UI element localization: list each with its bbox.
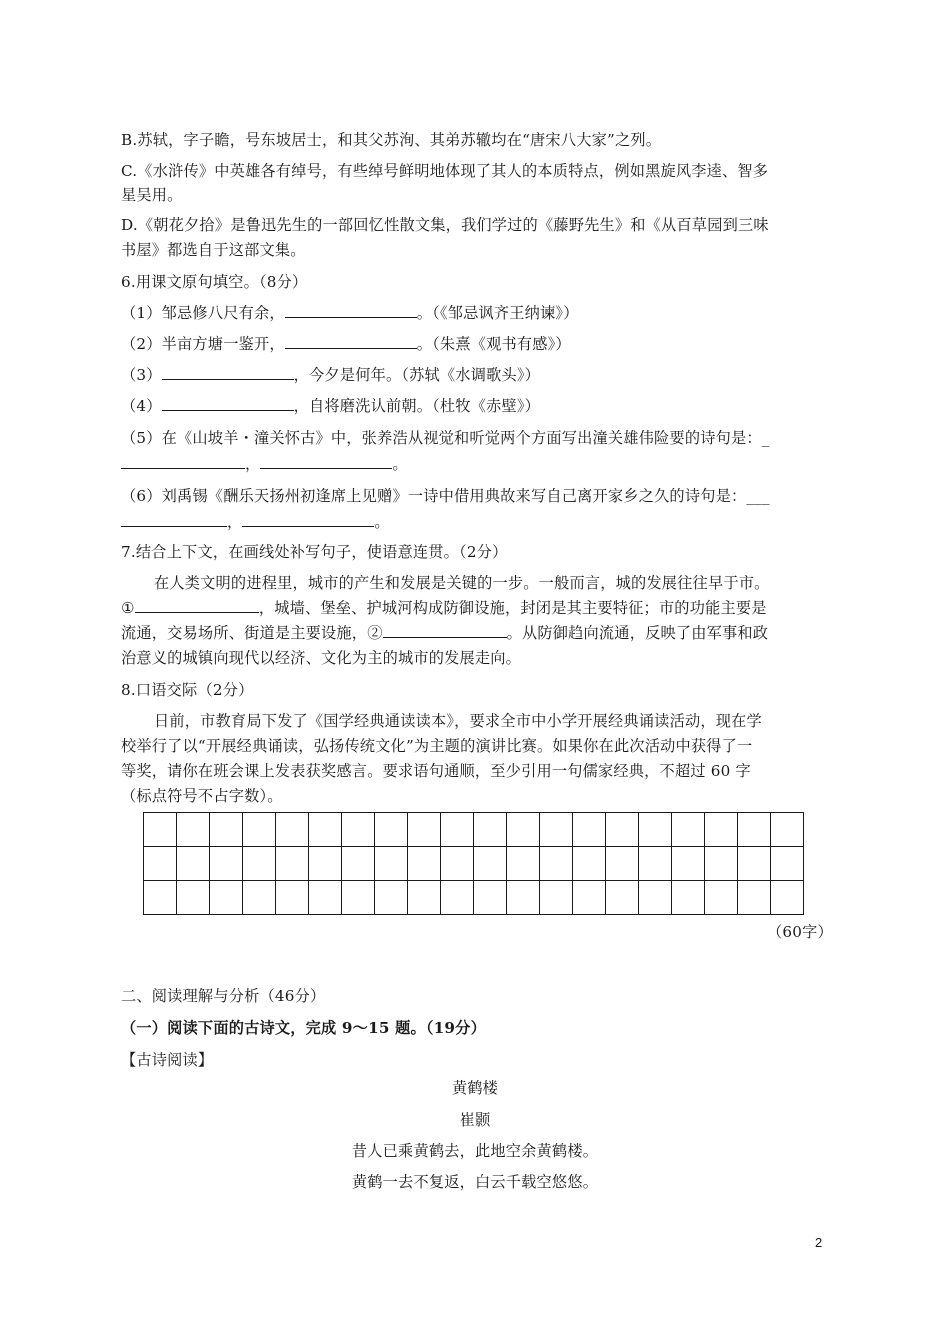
q6-item-4-text: ，自将磨洗认前朝。（杜牧《赤壁》） (293, 397, 541, 415)
grid-cell[interactable] (210, 881, 243, 915)
q6-item-5-line1: （5）在《山坡羊・潼关怀古》中，张养浩从视觉和听觉两个方面写出潼关雄伟险要的诗句是：_ (121, 429, 770, 447)
q6-item-5-separator: ， (245, 455, 261, 473)
q6-item-6-separator: ， (227, 513, 243, 531)
q7-line3-text: 流通，交易场所、街道是主要设施，② (121, 624, 383, 642)
q6-item-2 (121, 334, 571, 354)
writing-grid[interactable] (143, 812, 804, 915)
fill-blank[interactable] (285, 334, 417, 349)
poem-line-2: 黄鹤一去不复返，白云千载空悠悠。 (351, 1173, 599, 1191)
grid-cell[interactable] (375, 847, 408, 881)
grid-cell[interactable] (639, 813, 672, 847)
grid-cell[interactable] (309, 813, 342, 847)
grid-cell[interactable] (771, 847, 804, 881)
q5-option-c-line2: 星吴用。 (121, 186, 183, 204)
grid-cell[interactable] (474, 847, 507, 881)
q7-paragraph-line2 (121, 598, 767, 618)
q6-item-4-number: （4） (121, 397, 162, 415)
q5-option-b: B.苏轼，字子瞻，号东坡居士，和其父苏洵、其弟苏辙均在“唐宋八大家”之列。 (121, 131, 662, 149)
grid-cell[interactable] (573, 813, 606, 847)
grid-cell[interactable] (177, 813, 210, 847)
grid-word-count-note: （60字） (767, 923, 833, 941)
q8-paragraph-line3: 等奖，请你在班会课上发表获奖感言。要求语句通顺，至少引用一句儒家经典，不超过 60 字 (121, 762, 751, 780)
grid-cell[interactable] (507, 813, 540, 847)
q7-paragraph-line1: 在人类文明的进程里，城市的产生和发展是关键的一步。一般而言，城的发展往往早于市。 (154, 574, 770, 592)
poem-title: 黄鹤楼 (451, 1079, 499, 1097)
q7-paragraph-line4: 治意义的城镇向现代以经济、文化为主的城市的发展走向。 (121, 649, 522, 667)
grid-cell[interactable] (540, 881, 573, 915)
grid-cell[interactable] (705, 881, 738, 915)
grid-cell[interactable] (771, 813, 804, 847)
grid-cell[interactable] (474, 813, 507, 847)
grid-row (144, 847, 804, 881)
q5-option-d-line1: D.《朝花夕拾》是鲁迅先生的一部回忆性散文集，我们学过的《藤野先生》和《从百草园到三味 (121, 216, 769, 234)
grid-cell[interactable] (705, 847, 738, 881)
grid-cell[interactable] (210, 813, 243, 847)
q6-item-6-line2 (121, 512, 390, 532)
grid-cell[interactable] (342, 847, 375, 881)
poem-line-1: 昔人已乘黄鹤去，此地空余黄鹤楼。 (351, 1142, 599, 1160)
grid-cell[interactable] (243, 847, 276, 881)
q6-item-3-text: ，今夕是何年。（苏轼《水调歌头》） (293, 366, 541, 384)
grid-cell[interactable] (573, 881, 606, 915)
grid-row (144, 813, 804, 847)
grid-row (144, 881, 804, 915)
q6-item-1-source: 。（《邹忌讽齐王纳谏》） (416, 304, 579, 322)
grid-cell[interactable] (375, 813, 408, 847)
grid-cell[interactable] (441, 881, 474, 915)
grid-cell[interactable] (540, 813, 573, 847)
fill-blank[interactable] (162, 365, 294, 380)
grid-cell[interactable] (639, 847, 672, 881)
q6-item-6-line1: （6）刘禹锡《酬乐天扬州初逢席上见赠》一诗中借用典故来写自己离开家乡之久的诗句是：___ (121, 487, 770, 505)
grid-cell[interactable] (408, 813, 441, 847)
grid-cell[interactable] (375, 881, 408, 915)
q8-title: 8.口语交际（2分） (121, 681, 254, 699)
q5-option-c-line1: C.《水浒传》中英雄各有绰号，有些绰号鲜明地体现了其人的本质特点，例如黑旋风李逵、智多 (121, 162, 769, 180)
grid-cell[interactable] (507, 881, 540, 915)
page-number: 2 (815, 1235, 823, 1250)
grid-cell[interactable] (210, 847, 243, 881)
grid-cell[interactable] (144, 847, 177, 881)
fill-blank[interactable] (135, 598, 259, 613)
q8-paragraph-line2: 校举行了以“开展经典诵读，弘扬传统文化”为主题的演讲比赛。如果你在此次活动中获得了一 (121, 737, 753, 755)
q7-title: 7.结合上下文，在画线处补写句子，使语意连贯。（2分） (121, 543, 508, 561)
q8-paragraph-line1: 日前，市教育局下发了《国学经典通读读本》，要求全市中小学开展经典诵读活动，现在学 (154, 712, 762, 730)
grid-cell[interactable] (738, 847, 771, 881)
grid-cell[interactable] (672, 881, 705, 915)
q6-item-3 (121, 365, 540, 385)
grid-cell[interactable] (441, 847, 474, 881)
grid-cell[interactable] (441, 813, 474, 847)
q6-item-5-end: 。 (392, 455, 408, 473)
grid-cell[interactable] (243, 813, 276, 847)
q6-item-5-line2 (121, 454, 408, 474)
fill-blank[interactable] (383, 623, 507, 638)
grid-cell[interactable] (705, 813, 738, 847)
q6-item-2-source: 。（朱熹《观书有感》） (416, 335, 571, 353)
q6-title: 6.用课文原句填空。（8分） (121, 273, 308, 291)
grid-cell[interactable] (177, 881, 210, 915)
grid-cell[interactable] (276, 881, 309, 915)
q6-item-3-number: （3） (121, 366, 162, 384)
fill-blank[interactable] (162, 396, 294, 411)
grid-cell[interactable] (540, 847, 573, 881)
grid-cell[interactable] (309, 881, 342, 915)
grid-cell[interactable] (672, 813, 705, 847)
grid-cell[interactable] (639, 881, 672, 915)
fill-blank[interactable] (242, 512, 374, 527)
grid-cell[interactable] (342, 881, 375, 915)
q6-item-1-text: （1）邹忌修八尺有余， (121, 304, 285, 322)
section-2-subtitle: （一）阅读下面的古诗文，完成 9～15 题。（19分） (121, 1019, 486, 1037)
q6-item-6-end: 。 (374, 513, 390, 531)
grid-cell[interactable] (408, 847, 441, 881)
poem-author: 崔颢 (459, 1111, 491, 1129)
fill-blank[interactable] (121, 512, 227, 527)
fill-blank[interactable] (121, 454, 245, 469)
q5-option-d-line2: 书屋》都选自于这部文集。 (121, 241, 306, 259)
q7-paragraph-line3 (121, 623, 768, 643)
grid-cell[interactable] (408, 881, 441, 915)
grid-cell[interactable] (144, 881, 177, 915)
grid-cell[interactable] (606, 881, 639, 915)
q8-paragraph-line4: （标点符号不占字数）。 (121, 787, 283, 805)
grid-cell[interactable] (474, 881, 507, 915)
grid-cell[interactable] (276, 813, 309, 847)
grid-cell[interactable] (672, 847, 705, 881)
section-2-title: 二、阅读理解与分析（46分） (121, 987, 326, 1005)
grid-cell[interactable] (309, 847, 342, 881)
grid-cell[interactable] (342, 813, 375, 847)
q7-marker-1: ① (121, 599, 135, 617)
fill-blank[interactable] (260, 454, 392, 469)
q7-line2-text: ，城墙、堡垒、护城河构成防御设施，封闭是其主要特征；市的功能主要是 (258, 599, 767, 617)
q6-item-2-text: （2）半亩方塘一鉴开， (121, 335, 285, 353)
q6-item-1 (121, 303, 579, 323)
grid-cell[interactable] (771, 881, 804, 915)
poem-reading-label: 【古诗阅读】 (121, 1051, 214, 1069)
grid-cell[interactable] (606, 847, 639, 881)
grid-cell[interactable] (738, 881, 771, 915)
fill-blank[interactable] (285, 303, 417, 318)
grid-cell[interactable] (243, 881, 276, 915)
grid-cell[interactable] (606, 813, 639, 847)
grid-cell[interactable] (507, 847, 540, 881)
grid-cell[interactable] (144, 813, 177, 847)
q6-item-4 (121, 396, 540, 416)
grid-cell[interactable] (177, 847, 210, 881)
q7-line3-end: 。从防御趋向流通，反映了由军事和政 (506, 624, 769, 642)
grid-cell[interactable] (573, 847, 606, 881)
grid-cell[interactable] (276, 847, 309, 881)
grid-cell[interactable] (738, 813, 771, 847)
